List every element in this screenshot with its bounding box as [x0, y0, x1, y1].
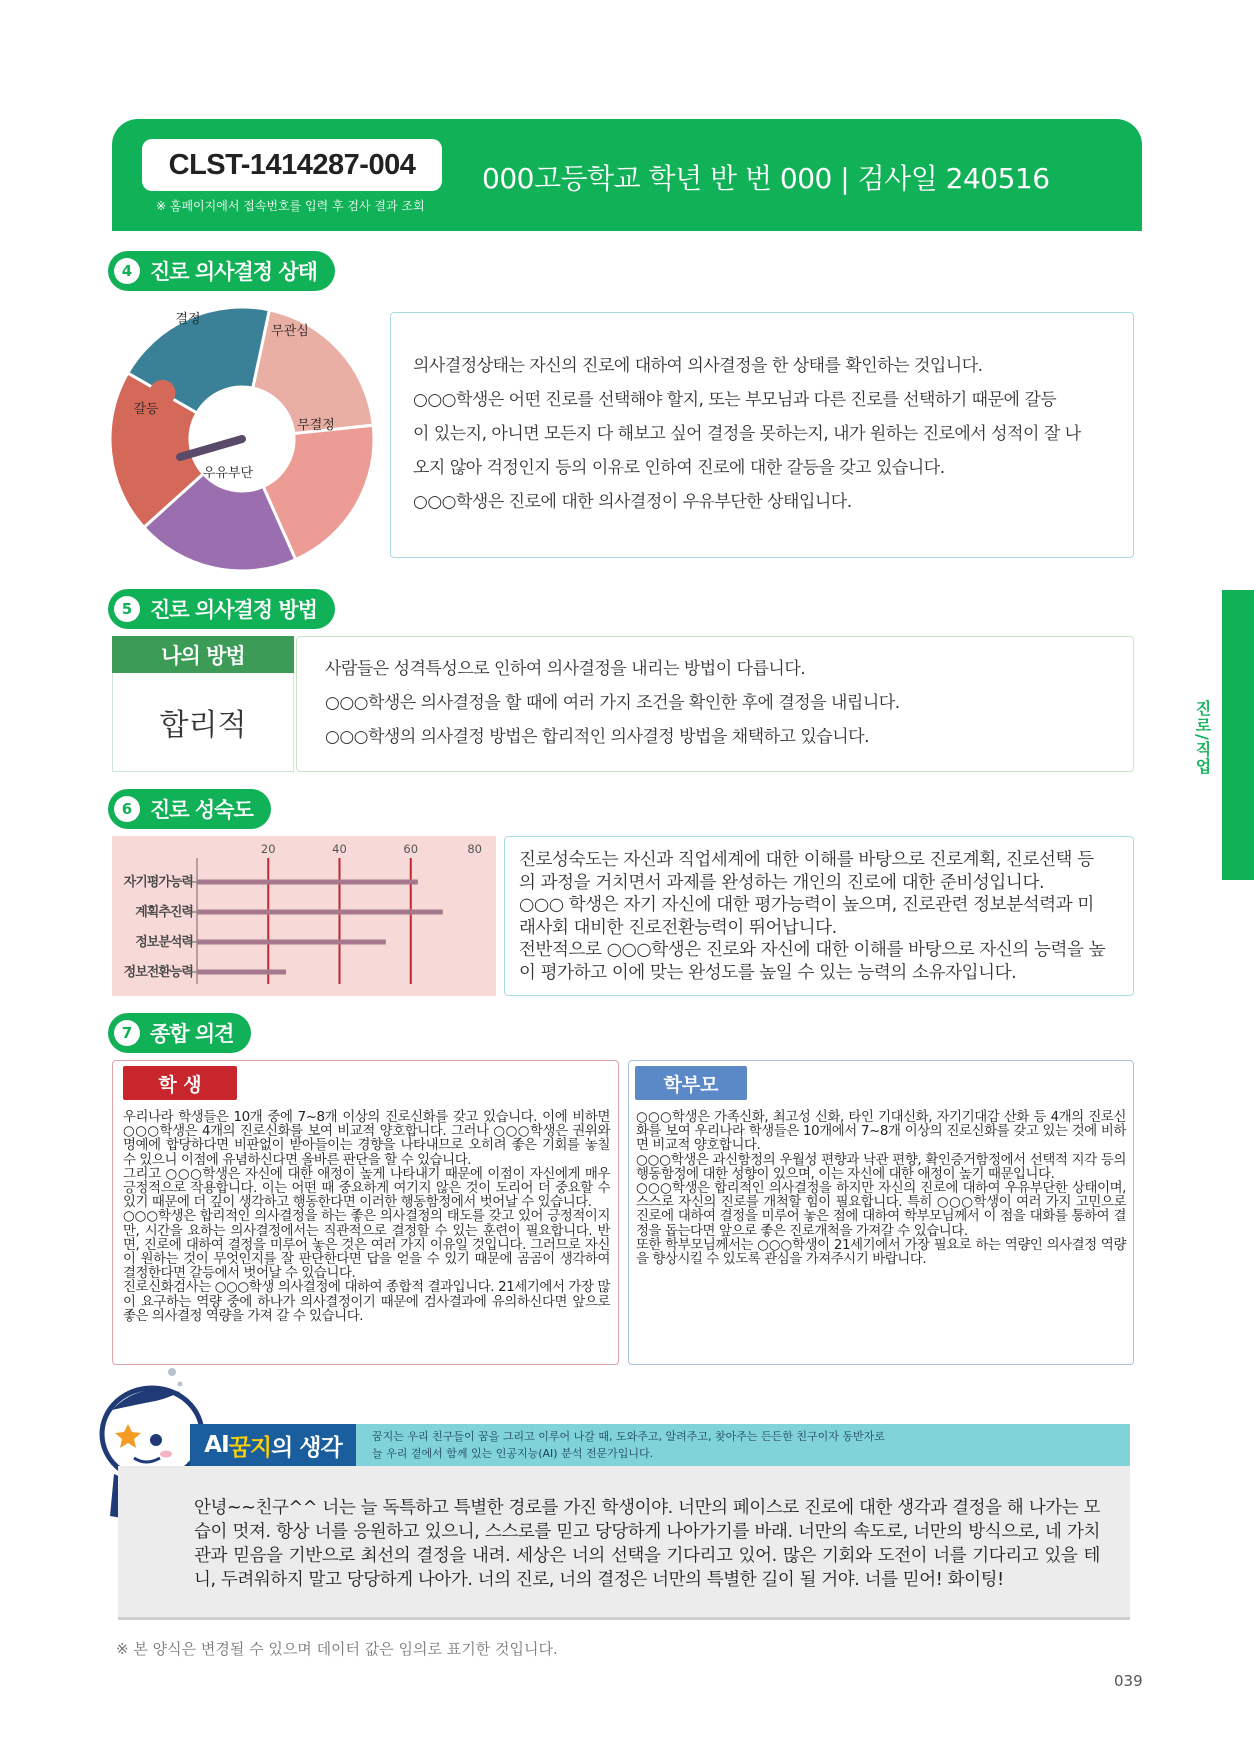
puzzle-label: 결정	[175, 312, 201, 327]
maturity-chart	[112, 836, 496, 996]
decision-state-text	[413, 349, 1113, 519]
maturity-bar	[197, 970, 286, 975]
page-number: 039	[1114, 1672, 1143, 1690]
maturity-tick-label: 20	[260, 842, 276, 856]
maturity-line: 전반적으로 ○○○학생은 진로와 자신에 대한 이해를 바탕으로 자신의 능력을 높	[519, 940, 1106, 960]
student-comment-box	[112, 1060, 619, 1365]
report-header	[112, 119, 1142, 231]
maturity-category-label: 정보분석력	[135, 935, 193, 950]
maturity-bar	[197, 880, 418, 885]
section-5-tag	[108, 589, 335, 629]
section-7-number: 7	[114, 1020, 140, 1046]
puzzle-label: 우유부단	[202, 466, 254, 481]
access-code: CLST-1414287-004	[142, 139, 442, 191]
section-4-title: 진로 의사결정 상태	[150, 260, 317, 284]
method-line: ○○○학생의 의사결정 방법은 합리적인 의사결정 방법을 채택하고 있습니다.	[325, 727, 869, 747]
parent-comment-paragraph: ○○○학생은 합리적인 의사결정을 하지만 자신의 진로에 대하여 우유부단한 상태이며, 스스로 자신의 진로를 개척할 힘이 필요합니다. 특히 ○○○학생이 여러 가지 고민으로 진로에 대하여 결정을 미루어 놓은 점에 대하여 학부모님께서 이 점을 대화를 통하여 결정을 돕는다면 앞으로 좋은 진로개척을 가져갈 수 있습니다.	[636, 1181, 1126, 1239]
student-comment-paragraph: 그리고 ○○○학생은 자신에 대한 애정이 높게 나타내기 때문에 이점이 자신에게 매우 긍정적으로 작용합니다. 이는 어떤 때 중요하게 여기지 않은 것이 도리어 더 중요할 수 있기 때문에 더 깊이 생각하고 행동한다면 이러한 행동함정에서 벗어날 수 있습니다.	[123, 1166, 610, 1211]
decision-state-line: ○○○학생은 어떤 진로를 선택해야 할지, 또는 부모님과 다른 진로를 선택하기 때문에 갈등	[413, 390, 1057, 410]
parent-comment-text	[636, 1111, 1126, 1267]
method-line: 사람들은 성격특성으로 인하여 의사결정을 내리는 방법이 다릅니다.	[325, 659, 806, 679]
student-comment-paragraph: 진로신화검사는 ○○○학생 의사결정에 대하여 종합적 결과입니다. 21세기에서 가장 많이 요구하는 역량 중에 하나가 의사결정이기 때문에 검사결과에 유의하신다면 앞으로 좋은 의사결정 역량을 가져 갈 수 있습니다.	[123, 1280, 610, 1324]
section-6-title: 진로 성숙도	[150, 798, 253, 822]
ai-title-highlight: 꿈지	[228, 1434, 272, 1461]
maturity-line: 이 평가하고 이에 맞는 완성도를 높일 수 있는 능력의 소유자입니다.	[519, 962, 1017, 983]
section-7-title: 종합 의견	[150, 1022, 234, 1046]
maturity-line: 진로성숙도는 자신과 직업세계에 대한 이해를 바탕으로 진로계획, 진로선택 등	[519, 850, 1094, 870]
maturity-bar	[197, 940, 386, 945]
method-box	[296, 636, 1134, 772]
ai-title-prefix: AI	[204, 1432, 229, 1458]
section-4-tag	[108, 251, 335, 291]
ai-note	[372, 1428, 885, 1462]
student-tab: 학 생	[123, 1066, 237, 1100]
decision-state-box	[390, 312, 1134, 558]
maturity-box	[504, 836, 1134, 996]
maturity-category-label: 정보전환능력	[123, 965, 193, 980]
maturity-bar	[197, 910, 443, 915]
section-7-tag	[108, 1013, 251, 1053]
student-comment-paragraph: 우리나라 학생들은 10개 중에 7~8개 이상의 진로신화를 갖고 있습니다. 이에 비하면 ○○○학생은 4개의 진로신화를 보여 비교적 양호합니다. 그러나 ○○○학생은 권위와 명예에 합당하다면 비판없이 받아들이는 경향을 나타내므로 오히려 좋은 기회를 놓칠 수 있으니 이점에 유념하신다면 올바른 판단을 할 수 있습니다.	[123, 1110, 610, 1168]
method-line: ○○○학생은 의사결정을 할 때에 여러 가지 조건을 확인한 후에 결정을 내립니다.	[325, 693, 900, 713]
access-code-note: ※ 홈페이지에서 접속번호를 입력 후 검사 결과 조회	[156, 199, 425, 213]
maturity-tick-label: 80	[467, 842, 482, 856]
maturity-category-label: 계획추진력	[135, 905, 193, 920]
section-4-number: 4	[114, 258, 140, 284]
side-label: 진로/직업	[1193, 700, 1212, 775]
maturity-text	[519, 849, 1123, 984]
student-comment-paragraph: ○○○학생은 합리적인 의사결정을 하는 좋은 의사결정의 태도를 갖고 있어 긍정적이지만, 시간을 요하는 의사결정에서는 직관적으로 결정할 수 있는 훈련이 필요합니다. 반면, 진로에 대하여 결정을 미루어 놓은 것은 여러 가지 이유일 것입니다. 그러므로 자신이 원하는 것이 무엇인지를 잘 판단한다면 답을 얻을 수 있기 때문에 곰곰이 생각하여 결정한다면 갈등에서 벗어날 수 있습니다.	[123, 1209, 610, 1282]
puzzle-label: 갈등	[133, 402, 159, 417]
footnote: ※ 본 양식은 변경될 수 있으며 데이터 값은 임의로 표기한 것입니다.	[116, 1640, 558, 1658]
parent-comment-box	[628, 1060, 1134, 1365]
section-5-title: 진로 의사결정 방법	[150, 598, 317, 622]
maturity-chart-area	[112, 836, 496, 996]
method-label: 나의 방법	[112, 636, 294, 673]
maturity-tick-label: 40	[332, 842, 347, 856]
ai-header	[190, 1424, 1130, 1466]
maturity-tick-label: 60	[403, 842, 419, 856]
decision-state-line: 의사결정상태는 자신의 진로에 대하여 의사결정을 한 상태를 확인하는 것입니다.	[413, 356, 983, 376]
ai-note-line: 꿈지는 우리 친구들이 꿈을 그리고 이루어 나갈 때, 도와주고, 알려주고, 찾아주는 든든한 친구이자 동반자로	[372, 1430, 885, 1443]
puzzle-label: 무관심	[271, 324, 309, 339]
parent-comment-paragraph: ○○○학생은 가족신화, 최고성 신화, 타인 기대신화, 자기기대감 산화 등 4개의 진로신화를 보여 우리나라 학생들은 10개에서 7~8개 이상의 진로신화를 갖고 있는 것에 비하면 비교적 양호합니다.	[636, 1110, 1126, 1154]
parent-tab: 학부모	[635, 1066, 747, 1100]
decision-state-puzzle	[108, 305, 376, 573]
parent-comment-paragraph: 또한 학부모님께서는 ○○○학생이 21세기에서 가장 필요로 하는 역량인 의사결정 역량을 향상시킬 수 있도록 관심을 가져주시기 바랍니다.	[636, 1237, 1126, 1268]
ai-title	[190, 1424, 356, 1466]
method-value: 합리적	[112, 673, 294, 772]
ai-message: 안녕~~친구^^ 너는 늘 독특하고 특별한 경로를 가진 학생이야. 너만의 페이스로 진로에 대한 생각과 결정을 해 나가는 모습이 멋져. 항상 너를 응원하고 있으니, 스스로를 믿고 당당하게 나아가기를 바래. 너만의 속도로, 너만의 방식으로, 네 가치관과 믿음을 기반으로 최선의 결정을 내려. 세상은 너의 선택을 기다리고 있어. 많은 기회와 도전이 너를 기다리고 있을 테니, 두려워하지 말고 당당하게 나아가. 너의 진로, 너의 결정은 너만의 특별한 길이 될 거야. 너를 믿어! 화이팅!	[194, 1498, 1100, 1590]
side-tab	[1222, 590, 1254, 880]
parent-comment-paragraph: ○○○학생은 과신함정의 우월성 편향과 낙관 편향, 확인증거함정에서 선택적 지각 등의 행동함정에 대한 성향이 있으며, 이는 자신에 대한 애정이 높기 때문입니다.	[636, 1152, 1126, 1182]
puzzle-label: 무결정	[297, 418, 335, 433]
decision-state-line: 이 있는지, 아니면 모든지 다 해보고 싶어 결정을 못하는지, 내가 원하는 진로에서 성적이 잘 나	[413, 424, 1081, 444]
decision-state-line: 오지 않아 걱정인지 등의 이유로 인하여 진로에 대한 갈등을 갖고 있습니다.	[413, 458, 945, 478]
maturity-line: ○○○ 학생은 자기 자신에 대한 평가능력이 높으며, 진로관련 정보분석력과 미	[519, 895, 1094, 915]
student-info: 000고등학교 학년 반 번 000 | 검사일 240516	[482, 162, 1050, 195]
student-comment-text	[123, 1111, 610, 1324]
section-5-number: 5	[114, 596, 140, 622]
ai-message-box	[118, 1466, 1130, 1620]
section-6-number: 6	[114, 796, 140, 822]
ai-note-line: 늘 우리 곁에서 함께 있는 인공지능(AI) 분석 전문가입니다.	[372, 1447, 654, 1460]
decision-state-line: ○○○학생은 진로에 대한 의사결정이 우유부단한 상태입니다.	[413, 492, 852, 512]
method-text	[325, 652, 1115, 754]
ai-title-suffix: 의 생각	[271, 1434, 342, 1461]
section-6-tag	[108, 789, 271, 829]
maturity-line: 의 과정을 거치면서 과제를 완성하는 개인의 진로에 대한 준비성입니다.	[519, 872, 1045, 893]
maturity-line: 래사회 대비한 진로전환능력이 뛰어납니다.	[519, 917, 837, 938]
maturity-category-label: 자기평가능력	[123, 875, 193, 890]
